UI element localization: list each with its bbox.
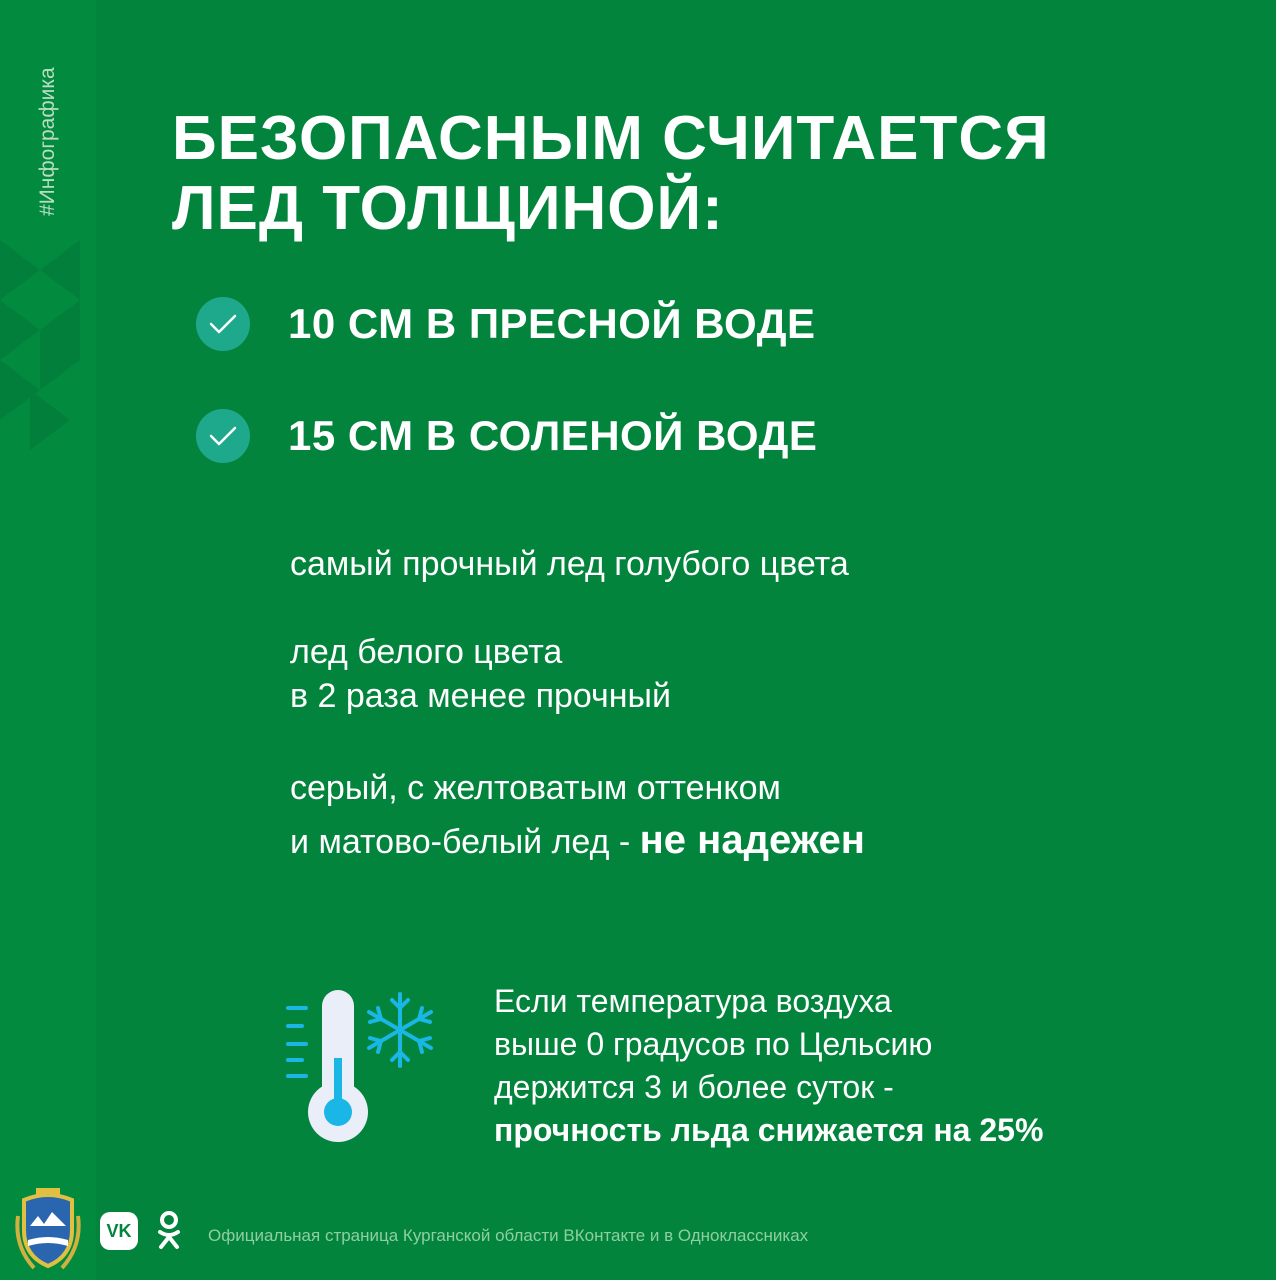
hashtag-label: #Инфографика [36,67,59,216]
note-line: Если температура воздуха [494,983,892,1019]
check-text: 15 СМ В СОЛЕНОЙ ВОДЕ [288,412,818,459]
note-line: выше 0 градусов по Цельсию [494,1026,933,1062]
paragraph-grey-ice [290,762,865,868]
page-title [172,104,1050,244]
warning-text: не надежен [639,818,865,862]
check-item-fresh-water [196,296,816,352]
paragraph-line: лед белого цвета [290,633,563,671]
thermometer-snowflake-icon [284,988,444,1148]
title-line-2: ЛЕД ТОЛЩИНОЙ: [172,174,724,243]
odnoklassniki-link-icon[interactable] [156,1210,182,1250]
paragraph-line: серый, с желтоватым оттенком [290,769,781,807]
note-line: держится 3 и более суток - [494,1069,894,1105]
paragraph-text: самый прочный лед голубого цвета [290,545,849,583]
paragraph-line: в 2 раза менее прочный [290,677,671,715]
triangle-pattern [0,240,96,480]
checkmark-icon [196,409,250,463]
check-item-salt-water [196,408,817,464]
paragraph-line: и матово-белый лед - [290,823,640,861]
check-text: 10 СМ В ПРЕСНОЙ ВОДЕ [288,300,816,347]
coat-of-arms-icon [14,1186,82,1272]
sidebar [0,0,96,1280]
vk-link-icon[interactable]: VK [100,1212,138,1250]
paragraph-blue-ice [290,542,849,586]
checkmark-icon [196,297,250,351]
footer-text: Официальная страница Курганской области ВКонтакте и в Одноклассниках [208,1226,809,1245]
paragraph-white-ice [290,630,671,718]
note-bold-line: прочность льда снижается на 25% [494,1112,1044,1148]
temperature-note [494,980,1043,1152]
title-line-1: БЕЗОПАСНЫМ СЧИТАЕТСЯ [172,104,1050,173]
